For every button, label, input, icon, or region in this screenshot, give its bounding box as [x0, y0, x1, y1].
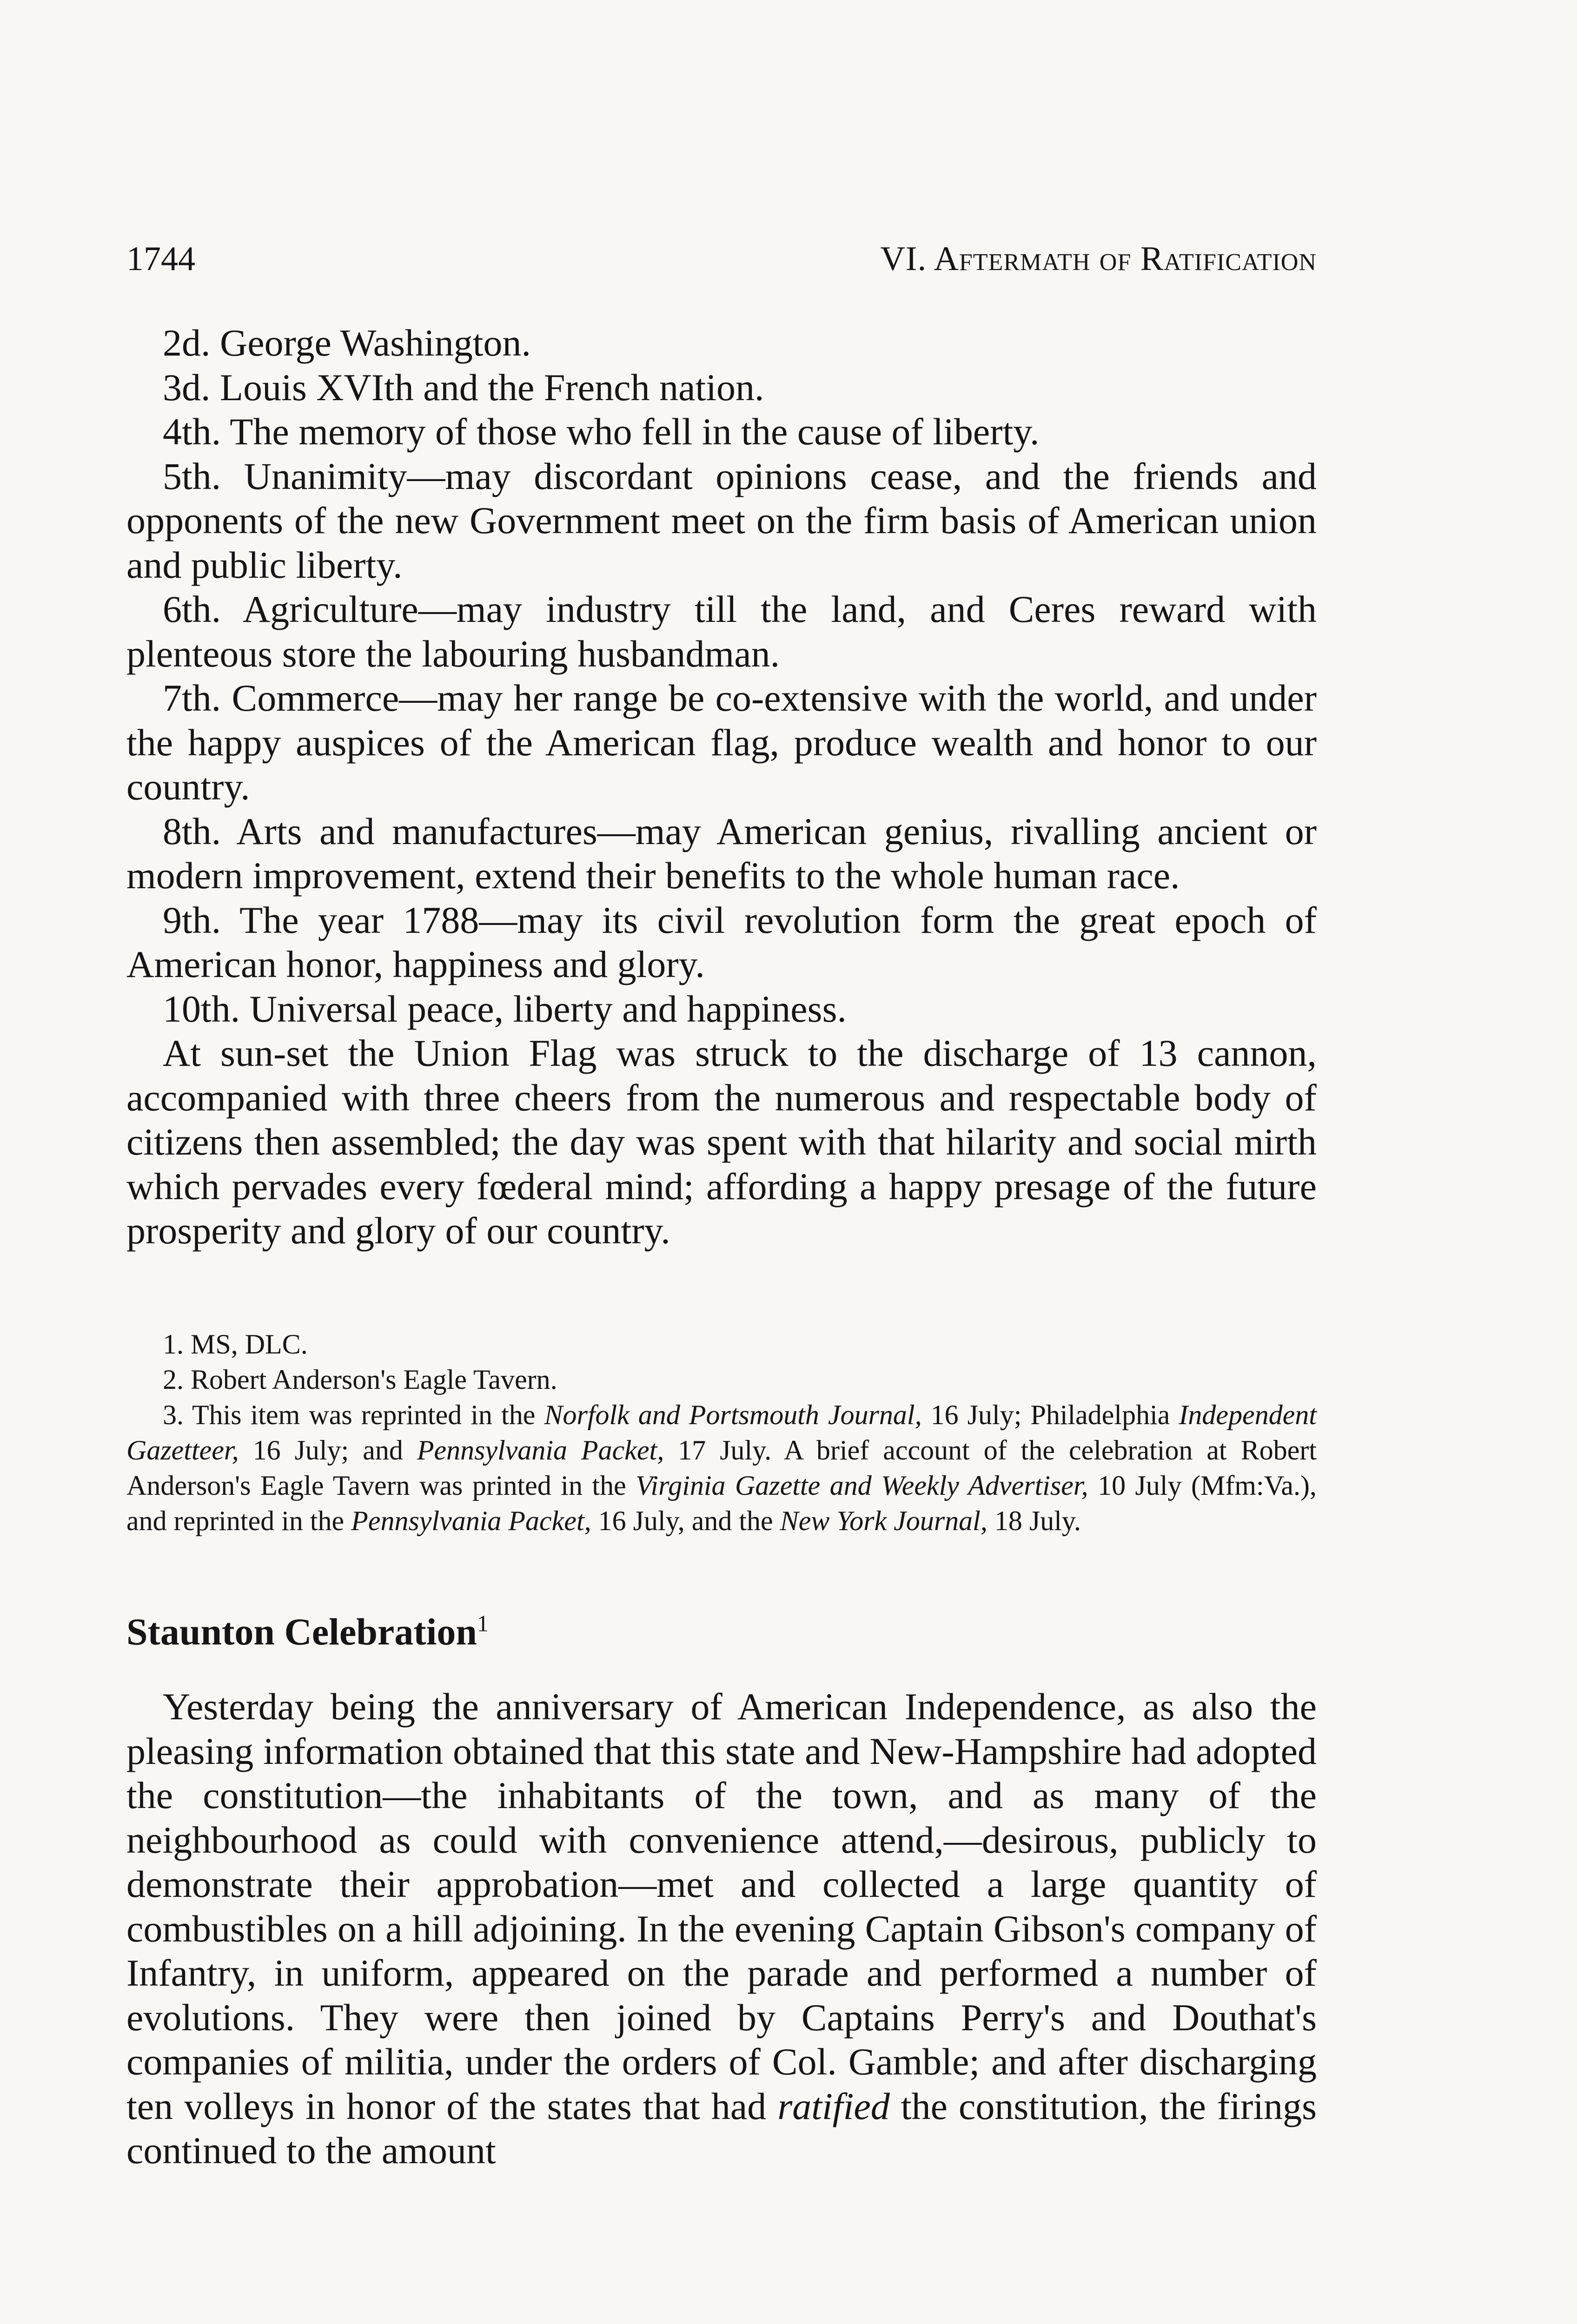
toast-paragraph: 4th. The memory of those who fell in the cause of liberty. — [163, 410, 1040, 453]
toast-paragraph: 3d. Louis XVIth and the French nation. — [163, 366, 764, 409]
running-title: VI. Aftermath of Ratification — [880, 240, 1317, 278]
toast-paragraph: 6th. Agriculture—may industry till the land, and Ceres reward with plenteous store the labouring husbandman. — [126, 588, 1317, 675]
toasts-text — [126, 321, 1317, 1253]
toast-paragraph: 2d. George Washington. — [163, 322, 531, 364]
footnotes — [126, 1327, 1317, 1538]
toast-paragraph: 5th. Unanimity—may discordant opinions cease, and the friends and opponents of the new Government meet on the firm basis of American union and public liberty. — [126, 455, 1317, 586]
footnote-marker: 1 — [477, 1610, 489, 1637]
footnote: 2. Robert Anderson's Eagle Tavern. — [163, 1364, 557, 1395]
running-header — [126, 242, 1317, 276]
toast-paragraph: 7th. Commerce—may her range be co-extensive with the world, and under the happy auspices of the American flag, produce wealth and honor to our country. — [126, 677, 1317, 808]
toast-paragraph: 9th. The year 1788—may its civil revolution form the great epoch of American honor, happiness and glory. — [126, 898, 1317, 985]
footnote: 1. MS, DLC. — [163, 1329, 308, 1360]
toast-paragraph: 8th. Arts and manufactures—may American genius, rivalling ancient or modern improvement, extend their benefits to the whole human race. — [126, 810, 1317, 897]
section-heading: Staunton Celebration$^1$ — [126, 1610, 489, 1653]
closing-paragraph: At sun-set the Union Flag was struck to the discharge of 13 cannon, accompanied with three cheers from the numerous and respectable body of citizens then assembled; the day was spent with that hilarity and social mirth which pervades every fœderal mind; affording a happy presage of the future prosperity and glory of our country. — [126, 1032, 1317, 1252]
body-paragraph: Yesterday being the anniversary of American Independence, as also the pleasing information obtained that this state and New-Hampshire had adopted the constitution—the inhabitants of the town, and as many of the neighbourhood as could with convenience attend,—desirous, publicly to demonstrate their approbation—met and collected a large quantity of combustibles on a hill adjoining. In the evening Captain Gibson's company of Infantry, in uniform, appeared on the parade and performed a number of evolutions. They were then joined by Captains Perry's and Douthat's companies of militia, under the orders of Col. Gamble; and after discharging ten volleys in honor of the states that had ratified the constitution, the firings continued to the amount — [126, 1685, 1317, 2172]
footnote: 3. This item was reprinted in the Norfolk and Portsmouth Journal, 16 July; Philadelphia Independent Gazetteer, 16 July; and Pennsylvania Packet, 17 July. A brief account of the celebration at Robert Anderson's Eagle Tavern was printed in the Virginia Gazette and Weekly Advertiser, 10 July (Mfm:Va.), and reprinted in the Pennsylvania Packet, 16 July, and the New York Journal, 18 July. — [126, 1400, 1317, 1536]
page-number: 1744 — [126, 240, 195, 278]
staunton-text — [126, 1684, 1317, 2173]
toast-paragraph: 10th. Universal peace, liberty and happiness. — [163, 987, 847, 1030]
